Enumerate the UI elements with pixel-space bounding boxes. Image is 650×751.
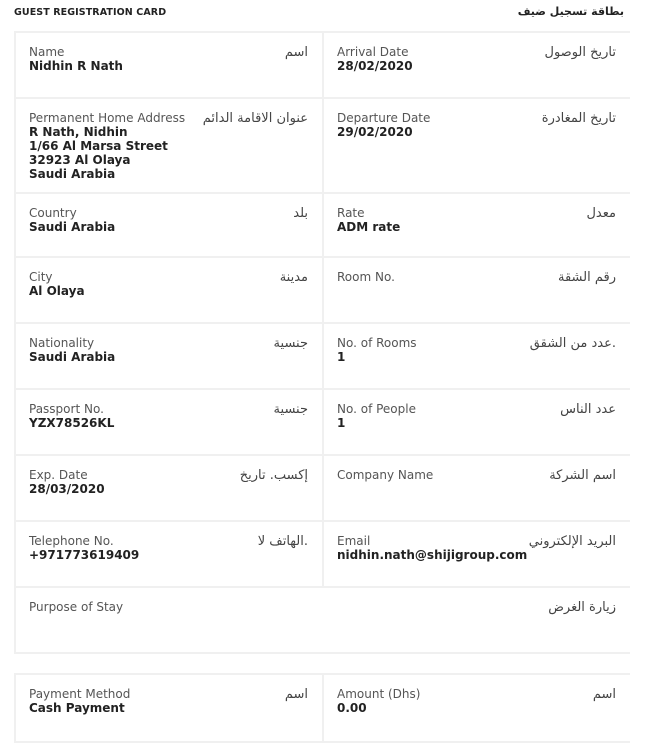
- payment-method-label-ar: اسم: [284, 687, 308, 702]
- exp-date-label-ar: إكسب. تاريخ: [239, 468, 308, 483]
- card-title-ar: بطاقة تسجيل ضيف: [517, 5, 624, 18]
- amount-value: 0.00: [337, 701, 367, 715]
- country-label: Country: [29, 206, 77, 220]
- telephone-field: [16, 522, 322, 586]
- amount-label-ar: اسم: [592, 687, 616, 702]
- address-line: 32923 Al Olaya: [29, 153, 131, 167]
- exp-date-value: 28/03/2020: [29, 482, 105, 496]
- amount-field: [324, 675, 630, 741]
- no-of-people-value: 1: [337, 416, 346, 430]
- departure-date-value: 29/02/2020: [337, 125, 413, 139]
- room-no-field: [324, 258, 630, 322]
- address-line: R Nath, Nidhin: [29, 125, 128, 139]
- room-no-label: Room No.: [337, 270, 395, 284]
- company-name-label-ar: اسم الشركة: [549, 468, 616, 483]
- passport-no-field: [16, 390, 322, 454]
- rate-label-ar: معدل: [586, 206, 616, 221]
- company-name-label: Company Name: [337, 468, 434, 482]
- company-name-field: [324, 456, 630, 520]
- no-of-people-label: No. of People: [337, 402, 416, 416]
- city-label-ar: مدينة: [279, 270, 308, 285]
- arrival-date-value: 28/02/2020: [337, 59, 413, 73]
- passport-no-label: Passport No.: [29, 402, 104, 416]
- country-value: Saudi Arabia: [29, 220, 116, 234]
- guest-details-section: [14, 31, 630, 654]
- nationality-field: [16, 324, 322, 388]
- telephone-value: +971773619409: [29, 548, 140, 562]
- name-label: Name: [29, 45, 65, 59]
- card-title-en: GUEST REGISTRATION CARD: [14, 7, 167, 18]
- room-no-label-ar: رقم الشقة: [558, 270, 616, 285]
- nationality-value: Saudi Arabia: [29, 350, 116, 364]
- no-of-people-field: [324, 390, 630, 454]
- nationality-label: Nationality: [29, 336, 95, 350]
- purpose-of-stay-label: Purpose of Stay: [29, 600, 124, 614]
- no-of-rooms-label-ar: .عدد من الشقق: [529, 336, 616, 351]
- passport-no-value: YZX78526KL: [29, 416, 115, 430]
- purpose-of-stay-label-ar: زيارة الغرض: [548, 600, 616, 615]
- payment-method-value: Cash Payment: [29, 701, 125, 715]
- telephone-label: Telephone No.: [29, 534, 114, 548]
- city-field: [16, 258, 322, 322]
- arrival-date-field: [324, 33, 630, 97]
- no-of-rooms-field: [324, 324, 630, 388]
- address-label: Permanent Home Address: [29, 111, 186, 125]
- departure-date-field: [324, 99, 630, 192]
- no-of-rooms-label: No. of Rooms: [337, 336, 417, 350]
- departure-date-label-ar: تاريخ المغادرة: [541, 111, 616, 126]
- rate-value: ADM rate: [337, 220, 401, 234]
- amount-label: Amount (Dhs): [337, 687, 421, 701]
- address-label-ar: عنوان الاقامة الدائم: [202, 111, 308, 126]
- address-line: 1/66 Al Marsa Street: [29, 139, 168, 153]
- country-field: [16, 194, 322, 256]
- payment-method-label: Payment Method: [29, 687, 131, 701]
- no-of-people-label-ar: عدد الناس: [560, 402, 616, 417]
- country-label-ar: بلد: [293, 206, 308, 221]
- city-value: Al Olaya: [29, 284, 85, 298]
- address-field: [16, 99, 322, 192]
- city-label: City: [29, 270, 53, 284]
- departure-date-label: Departure Date: [337, 111, 431, 125]
- passport-no-label-ar: جنسية: [273, 402, 308, 417]
- rate-label: Rate: [337, 206, 365, 220]
- telephone-label-ar: .الهاتف لا: [257, 534, 308, 549]
- no-of-rooms-value: 1: [337, 350, 346, 364]
- purpose-of-stay-field: [16, 588, 630, 652]
- name-value: Nidhin R Nath: [29, 59, 123, 73]
- email-value: nidhin.nath@shijigroup.com: [337, 548, 528, 562]
- exp-date-label: Exp. Date: [29, 468, 88, 482]
- email-label: Email: [337, 534, 371, 548]
- address-line: Saudi Arabia: [29, 167, 116, 181]
- email-field: [324, 522, 630, 586]
- payment-method-field: [16, 675, 322, 741]
- nationality-label-ar: جنسية: [273, 336, 308, 351]
- arrival-date-label: Arrival Date: [337, 45, 409, 59]
- rate-field: [324, 194, 630, 256]
- name-label-ar: اسم: [284, 45, 308, 60]
- exp-date-field: [16, 456, 322, 520]
- arrival-date-label-ar: تاريخ الوصول: [544, 45, 616, 60]
- name-field: [16, 33, 322, 97]
- email-label-ar: البريد الإلكتروني: [528, 534, 616, 549]
- payment-section: [14, 673, 630, 743]
